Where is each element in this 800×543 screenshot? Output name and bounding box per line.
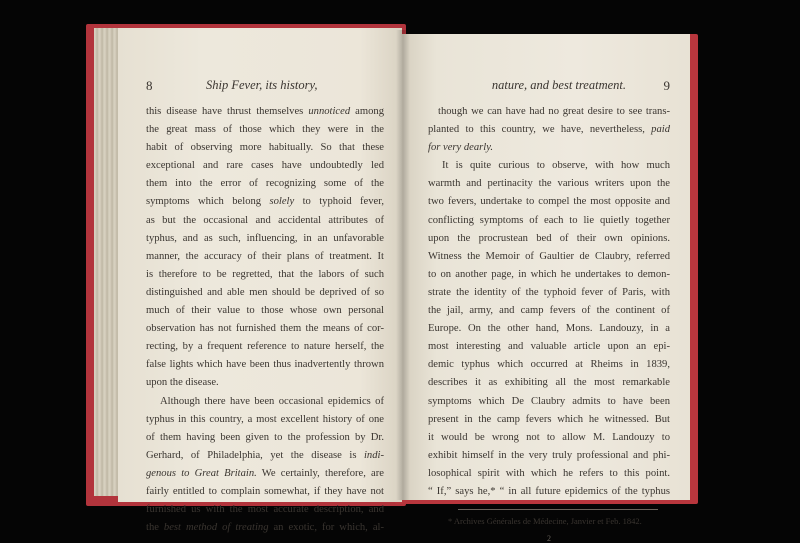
text-run: the — [146, 522, 164, 534]
text-line — [146, 411, 384, 429]
text-run: upon the procrustean bed of their own opinions. — [428, 232, 670, 244]
text-run: this disease have thrust themselves — [146, 106, 309, 117]
text-run: among — [350, 106, 385, 117]
text-run: them into the error of recognizing some of the — [146, 178, 384, 190]
text-line — [146, 447, 384, 465]
text-run: to typhoid fever, — [294, 196, 384, 208]
right-page-text — [428, 103, 670, 501]
text-run: Although there have been occasional epidemics of — [160, 395, 384, 407]
text-run: “ If,” says he,* “ in all future epidemics of the typhus — [428, 485, 670, 497]
text-line — [428, 429, 670, 447]
text-run: the great mass of those which they were in the — [146, 124, 384, 136]
text-line — [428, 175, 670, 193]
text-run: Witness the Memoir of Gaultier de Claubry, referred — [428, 250, 670, 262]
text-run: demic typhus which occurred at Rheims in 1839, — [428, 359, 670, 371]
text-line — [146, 519, 384, 537]
text-run: planted to this country, we have, nevertheless, — [428, 124, 652, 136]
text-line — [428, 447, 670, 465]
text-line — [428, 193, 670, 211]
text-line — [146, 248, 384, 266]
text-run: manner, the accuracy of their plans of treatment. It — [146, 250, 384, 262]
text-run: symptoms which De Claubry admits to have been — [428, 395, 670, 407]
text-line — [146, 465, 384, 483]
signature-mark: 2 — [547, 534, 551, 543]
text-run: it would be wrong not to allow M. Landouzy to — [428, 431, 670, 443]
text-line — [428, 157, 670, 175]
text-run: much of their value to those whose own personal — [146, 305, 384, 317]
text-line — [428, 356, 670, 374]
left-running-head: Ship Fever, its history, — [206, 78, 318, 92]
text-line — [146, 320, 384, 338]
text-line — [146, 103, 384, 121]
text-run: furnished us with the most accurate description, and — [146, 504, 384, 516]
text-run: fairly entitled to complain somewhat, if they have not — [146, 485, 384, 497]
text-run: most interesting and valuable article upon an epi- — [428, 341, 670, 353]
italic-text: best method of treating — [163, 522, 269, 534]
text-run: describes it as exhibiting all the most remarkable — [428, 377, 670, 389]
left-page-number: 8 — [146, 78, 153, 93]
text-line — [428, 302, 670, 320]
text-line — [428, 284, 670, 302]
text-line — [428, 465, 670, 483]
italic-text: for very dearly. — [428, 142, 494, 154]
text-line — [146, 193, 384, 211]
italic-text: genous to Great Britain. — [146, 467, 257, 479]
left-page — [118, 28, 402, 534]
text-line — [146, 501, 384, 519]
text-run: It is quite curious to observe, with how much — [442, 160, 670, 172]
text-line — [146, 284, 384, 302]
text-run: distinguished and able men should be deprived of so — [146, 286, 384, 298]
italic-text: unnoticed — [308, 106, 351, 117]
footnote: * Archives Générales de Médecine, Janvier et Feb. 1842. — [448, 516, 642, 527]
book-gutter — [396, 30, 410, 500]
text-line — [146, 230, 384, 248]
italic-text: paid — [651, 124, 670, 136]
text-line — [428, 248, 670, 266]
text-run: Europe. On the other hand, Mons. Landouzy, in a — [428, 323, 670, 335]
text-line — [146, 157, 384, 175]
text-line — [428, 393, 670, 411]
text-line — [428, 139, 670, 157]
text-run: two fevers, undertake to compel the most opposite and — [428, 196, 670, 208]
right-page-header — [428, 78, 670, 96]
text-line — [146, 356, 384, 374]
text-run: Gerhard, of Philadelphia, yet the disease is — [146, 449, 364, 461]
text-line — [428, 320, 670, 338]
text-run: exceptional and rare cases have undoubtedly led — [146, 160, 384, 172]
italic-text: solely — [269, 196, 295, 208]
text-line — [146, 338, 384, 356]
text-run: upon the disease. — [146, 377, 219, 389]
text-line — [428, 266, 670, 284]
right-running-head: nature, and best treatment. — [491, 78, 626, 92]
text-run: warmth and pertinacity the various writers upon the — [428, 178, 670, 190]
text-run: habit of observing more habitually. So that these — [146, 142, 384, 154]
text-line — [428, 103, 670, 121]
text-run: typhus, and as such, influencing, in an unfavorable — [146, 232, 384, 244]
text-run: the jail, army, and camp fevers of the continent of — [428, 305, 670, 317]
text-run: false lights which have been thus inadvertently thrown — [146, 359, 384, 371]
text-run: strate the identity of the typhoid fever of Paris, with — [428, 286, 670, 298]
text-line — [428, 338, 670, 356]
text-line — [146, 139, 384, 157]
text-line — [428, 212, 670, 230]
footnote-rule — [458, 509, 658, 510]
text-line — [146, 175, 384, 193]
right-page — [402, 34, 690, 543]
text-line — [146, 374, 384, 392]
text-run: present in the camp fevers which he witnessed. But — [428, 413, 670, 425]
text-run: as but the occasional and accidental attributes of — [146, 214, 384, 226]
text-run: an exotic, for which, al- — [268, 522, 384, 534]
text-run: exhibit himself in the very truly professional and phi- — [428, 449, 670, 461]
text-run: We certainly, therefore, are — [256, 467, 384, 479]
text-line — [146, 429, 384, 447]
text-line — [428, 483, 670, 501]
text-line — [146, 483, 384, 501]
left-page-header — [146, 78, 384, 96]
text-run: is therefore to be regretted, that the labors of such — [146, 268, 384, 280]
text-line — [146, 302, 384, 320]
text-line — [428, 374, 670, 392]
text-line — [146, 393, 384, 411]
text-line — [146, 121, 384, 139]
text-run: typhus in this country, a most excellent history of one — [146, 413, 384, 425]
text-run: of them having been given to the profession by Dr. — [146, 431, 384, 443]
text-run: though we can have had no great desire to see trans- — [438, 106, 670, 117]
text-line — [428, 230, 670, 248]
text-run: conflicting symptoms of each to lie quietly together — [428, 214, 670, 226]
text-line — [428, 411, 670, 429]
text-run: symptoms which belong — [146, 196, 270, 208]
text-run: losophical spirit with which he refers to this point. — [428, 467, 670, 479]
text-run: recting, by a frequent reference to nature herself, the — [146, 341, 384, 353]
italic-text: indi- — [363, 449, 384, 461]
text-line — [146, 266, 384, 284]
text-run: observation has not furnished them the means of cor- — [146, 323, 384, 335]
text-line — [146, 212, 384, 230]
text-line — [428, 121, 670, 139]
right-page-number: 9 — [663, 78, 670, 93]
left-page-text — [146, 103, 384, 537]
text-run: to on another page, in which he undertakes to demon- — [428, 268, 670, 280]
